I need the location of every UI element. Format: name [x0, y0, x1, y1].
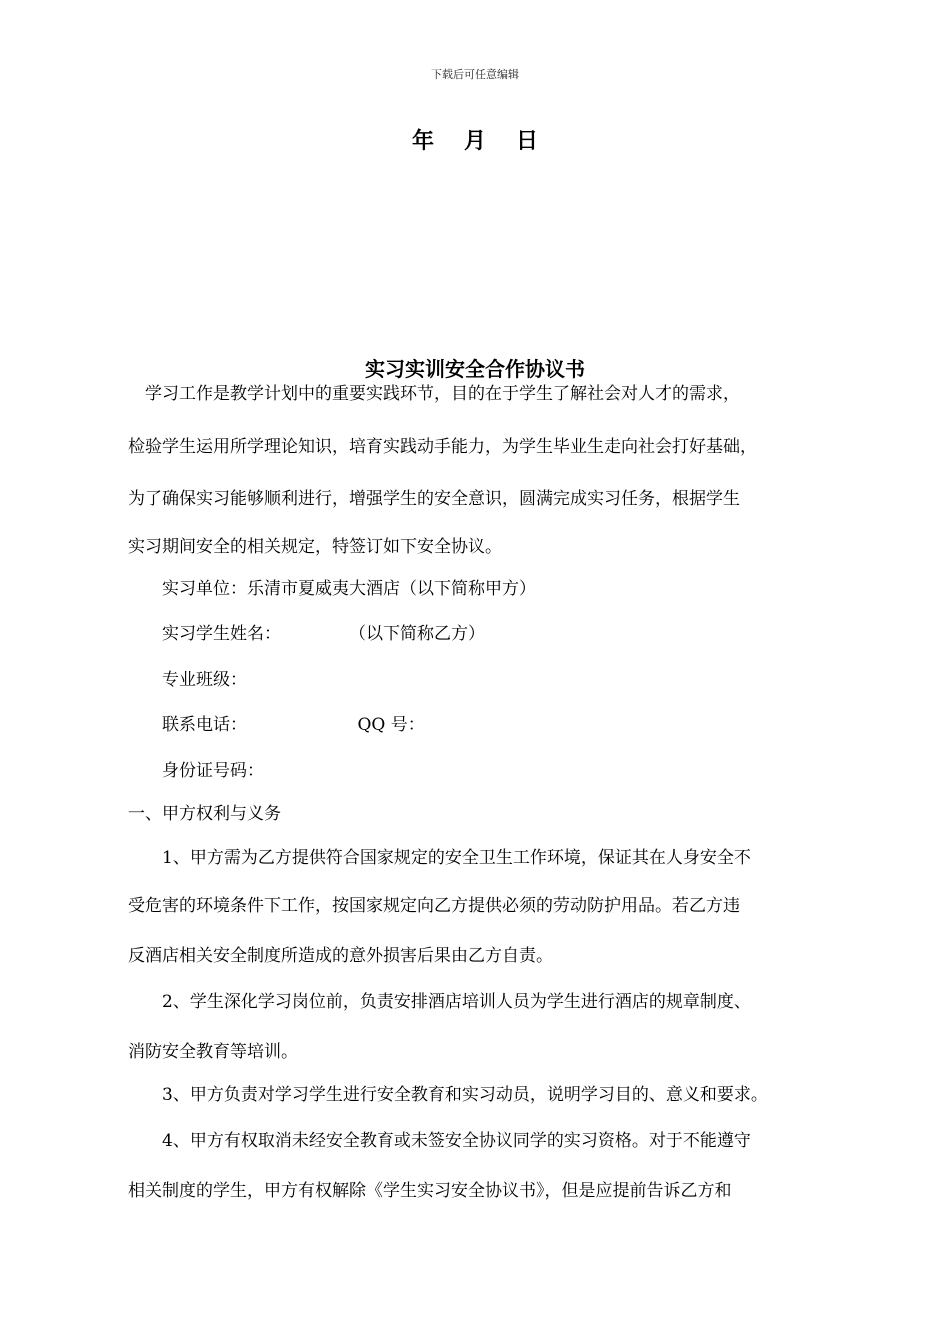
field-student-name: 实习学生姓名： （以下简称乙方）	[128, 624, 485, 644]
intro-line: 检验学生运用所学理论知识，培育实践动手能力，为学生毕业生走向社会打好基础，	[128, 437, 757, 457]
clause-line: 3、甲方负责对学习学生进行安全教育和实习动员，说明学习目的、意义和要求。	[128, 1085, 768, 1105]
month-label: 月	[463, 128, 486, 154]
clause-line: 受危害的环境条件下工作，按国家规定向乙方提供必须的劳动防护用品。若乙方违	[128, 896, 740, 916]
field-unit: 实习单位：乐清市夏威夷大酒店（以下简称甲方）	[128, 579, 536, 599]
intro-line: 学习工作是教学计划中的重要实践环节，目的在于学生了解社会对人才的需求，	[128, 384, 740, 404]
clause-line: 4、甲方有权取消未经安全教育或未签安全协议同学的实习资格。对于不能遵守	[128, 1131, 751, 1151]
document-title: 实习实训安全合作协议书	[365, 357, 585, 381]
year-label: 年	[411, 128, 434, 154]
clause-line: 2、学生深化学习岗位前，负责安排酒店培训人员为学生进行酒店的规章制度、	[128, 992, 751, 1012]
date-line	[0, 124, 950, 155]
intro-line: 实习期间安全的相关规定，特签订如下安全协议。	[128, 537, 502, 557]
clause-line: 反酒店相关安全制度所造成的意外损害后果由乙方自责。	[128, 946, 553, 966]
field-major-class: 专业班级：	[128, 670, 247, 690]
clause-line: 相关制度的学生，甲方有权解除《学生实习安全协议书》，但是应提前告诉乙方和	[128, 1181, 732, 1201]
clause-line: 消防安全教育等培训。	[128, 1042, 298, 1062]
header-note: 下载后可任意编辑	[431, 68, 519, 81]
section-heading: 一、甲方权利与义务	[128, 804, 281, 824]
field-id-number: 身份证号码：	[128, 761, 264, 781]
clause-line: 1、甲方需为乙方提供符合国家规定的安全卫生工作环境，保证其在人身安全不	[128, 848, 751, 868]
intro-line: 为了确保实习能够顺利进行，增强学生的安全意识，圆满完成实习任务，根据学生	[128, 489, 740, 509]
day-label: 日	[516, 128, 539, 154]
field-phone-qq: 联系电话： QQ 号：	[128, 715, 425, 735]
